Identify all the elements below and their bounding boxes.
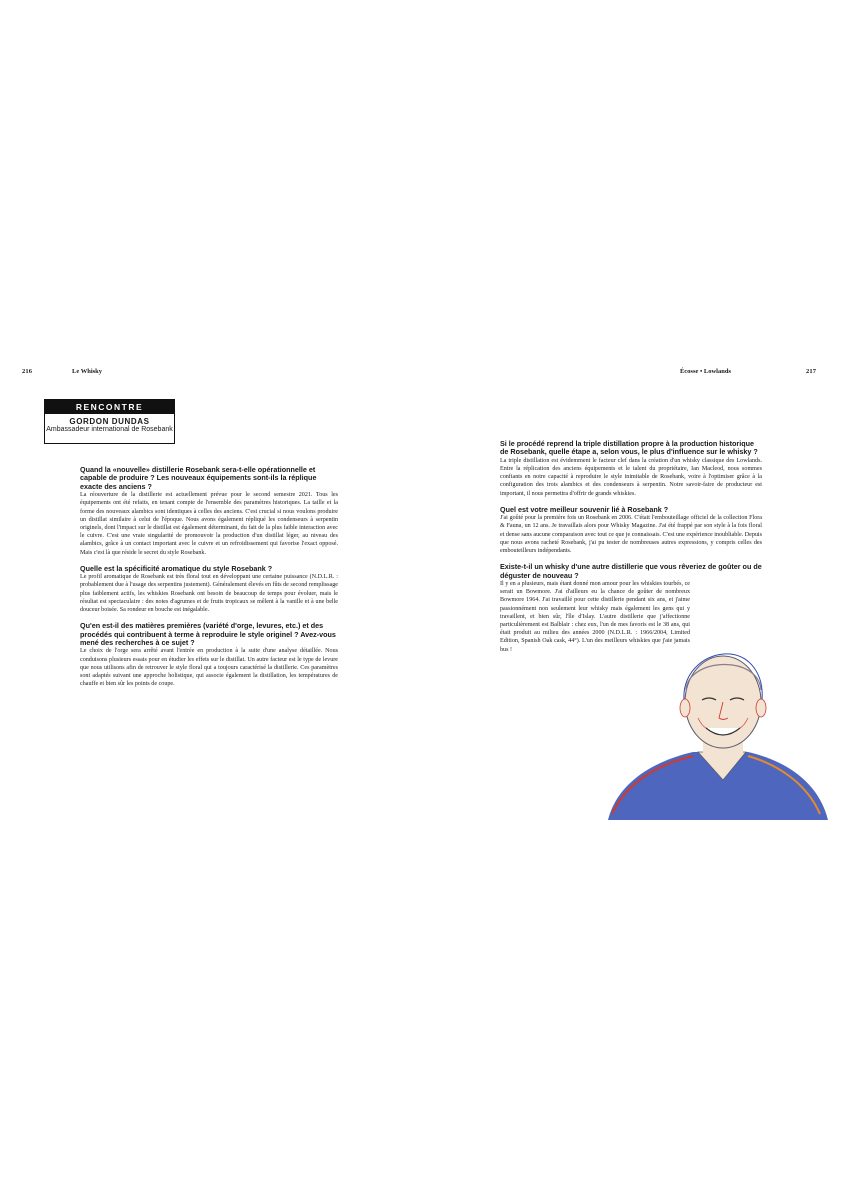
portrait-illustration [598, 630, 830, 822]
answer: J'ai goûté pour la première fois un Rosebank en 2006. C'était l'embouteillage officiel de la collection Flora & Fauna, un 12 ans. Je travaillais alors pour Whisky Magazine. J'ai été frappé par son style à la fois floral et dense sans aucune comparaison avec tout ce que je connaissais. C'est une expérience inoubliable. Depuis que nous avons racheté Rosebank, j'ai pu tester de nombreuses autres expressions, y compris celles des embouteilleurs indépendants. [500, 515, 762, 555]
answer: Le profil aromatique de Rosebank est très floral tout en développant une certaine puissance (N.D.L.R. : probablement due à l'usage des serpentins justement). Généralement élevés en fûts de second remplissage plus faiblement actifs, les whiskies Rosebank ont besoin de beaucoup de temps pour évoluer, mais le résultat est spectaculaire : des notes d'agrumes et de fruits tropicaux se mêlent à la vanille et à une belle douceur boisée. Sa rondeur en bouche est inégalable. [80, 574, 338, 614]
answer: Le choix de l'orge sera arrêté avant l'entrée en production à la suite d'une analyse détaillée. Nous conduisons plusieurs essais pour en étudier les effets sur le distillat. Un autre facteur est le type de levure que nous utilisons afin de retrouver le style floral qui a toujours caractérisé la distillerie. Ces paramètres sont adaptés suivant une approche holistique, qui associe également la distillation, les températures de chauffe et bien sûr les points de coupe. [80, 648, 338, 688]
right-column [500, 440, 762, 662]
running-head-right: Écosse • Lowlands [679, 368, 731, 375]
page-number-right: 217 [806, 368, 817, 375]
portrait-ear-left [680, 699, 690, 717]
running-head-left: Le Whisky [72, 368, 103, 375]
question: Quel est votre meilleur souvenir lié à Rosebank ? [500, 504, 669, 514]
interview-box-title: RENCONTRE [45, 400, 174, 414]
question: Existe-t-il un whisky d'une autre distillerie que vous rêveriez de goûter ou de déguster de nouveau ? [500, 562, 762, 580]
portrait-ear-right [756, 699, 766, 717]
left-column [80, 466, 338, 697]
question: Qu'en est-il des matières premières (variété d'orge, levures, etc.) et des procédés qui contribuent à terme à reproduire le style originel ? Avez-vous mené des recherches à ce sujet ? [80, 621, 336, 648]
question: Si le procédé reprend la triple distillation propre à la production historique de Rosebank, quelle étape a, selon vous, le plus d'influence sur le whisky ? [500, 439, 758, 457]
question: Quelle est la spécificité aromatique du style Rosebank ? [80, 563, 273, 573]
question: Quand la «nouvelle» distillerie Rosebank sera-t-elle opérationnelle et capable de produire ? Les nouveaux équipements sont-ils la réplique exacte des anciens ? [80, 465, 317, 491]
interview-box [44, 399, 175, 444]
interviewee-name: GORDON DUNDAS [69, 417, 150, 426]
interviewee-role: Ambassadeur international de Rosebank [46, 426, 173, 433]
answer: Il y en a plusieurs, mais étant donné mon amour pour les whiskies tourbés, ce serait un Bowmore. J'ai d'ailleurs eu la chance de goûter de nombreux Bowmore 1964. J'ai travaillé pour cette distillerie pendant six ans, et j'aime passionnément non seulement leur whisky mais également les gens qui y travaillent, et bien sûr, l'île d'Islay. L'autre distillerie que j'affectionne particulièrement est Balblair : chez eux, l'un de mes favoris est le 38 ans, qui était produit au milieu des années 2000 (N.D.L.R. : 1966/2004, Limited Edition, Spanish Oak cask, 44°). L'un des meilleurs whiskies que j'aie jamais bus ! [500, 581, 690, 653]
answer: La réouverture de la distillerie est actuellement prévue pour le second semestre 2021. Tous les équipements ont été refaits, en tenant compte de l'ensemble des paramètres historiques. La taille et la forme des nouveaux alambics sont identiques à celles des anciens. C'est crucial si nous voulons produire un distillat similaire à celui de l'époque. Nous avons également répliqué les condenseurs à serpentin originels, dont l'impact sur le distillat est également déterminant, du fait de la plus faible interaction avec le cuivre. C'est une vraie singularité de promouvoir la production d'un distillat léger, au niveau des alambics, grâce à un contact important avec le cuivre et un refroidissement qui favorise l'exact opposé. Mais c'est là que réside le secret du style Rosebank. [80, 492, 338, 556]
page-number-left: 216 [22, 368, 33, 375]
answer: La triple distillation est évidemment le facteur clef dans la création d'un whisky classique des Lowlands. Entre la réplication des anciens équipements et le talent du propriétaire, Ian Macleod, nous sommes confiants en notre capacité à reproduire le style inimitable de Rosebank, voire à l'optimiser grâce à la configuration des trois alambics et des condenseurs à serpentin. Notre savoir-faire de producteur est important, il nous permettra d'offrir de grands whiskies. [500, 457, 762, 497]
